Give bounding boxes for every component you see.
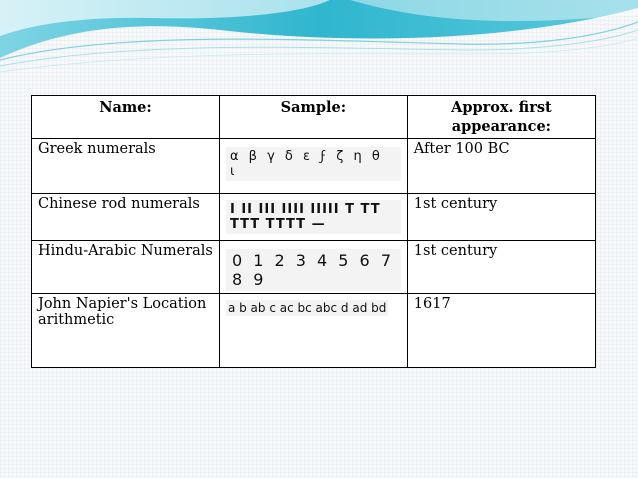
cell-appearance: 1617: [407, 294, 595, 368]
header-sample: Sample:: [219, 96, 407, 139]
sample-image-napier: a b ab c ac bc abc d ad bd: [227, 301, 387, 315]
sample-image-greek: α β γ δ ε ϝ ζ η θ ι: [226, 147, 401, 181]
cell-appearance: After 100 BC: [407, 139, 595, 194]
cell-name: Greek numerals: [32, 139, 220, 194]
cell-sample: [219, 194, 407, 241]
cell-appearance: 1st century: [407, 241, 595, 294]
cell-sample: [219, 294, 407, 368]
table-row: [32, 241, 596, 294]
cell-name: John Napier's Location arithmetic: [32, 294, 220, 368]
numeral-systems-table: [31, 95, 596, 368]
decorative-banner: [0, 0, 638, 80]
cell-sample: [219, 241, 407, 294]
table-row: [32, 194, 596, 241]
sample-image-rod: I II III IIII IIIII T TT TTT TTTT —: [226, 200, 401, 234]
cell-appearance: 1st century: [407, 194, 595, 241]
cell-name: Hindu-Arabic Numerals: [32, 241, 220, 294]
header-name: Name:: [32, 96, 220, 139]
table-row: [32, 139, 596, 194]
table-row: [32, 294, 596, 368]
cell-sample: [219, 139, 407, 194]
sample-image-hindu-arabic: 0 1 2 3 4 5 6 7 8 9: [226, 249, 401, 291]
cell-name: Chinese rod numerals: [32, 194, 220, 241]
header-appearance: Approx. first appearance:: [407, 96, 595, 139]
table-header-row: [32, 96, 596, 139]
